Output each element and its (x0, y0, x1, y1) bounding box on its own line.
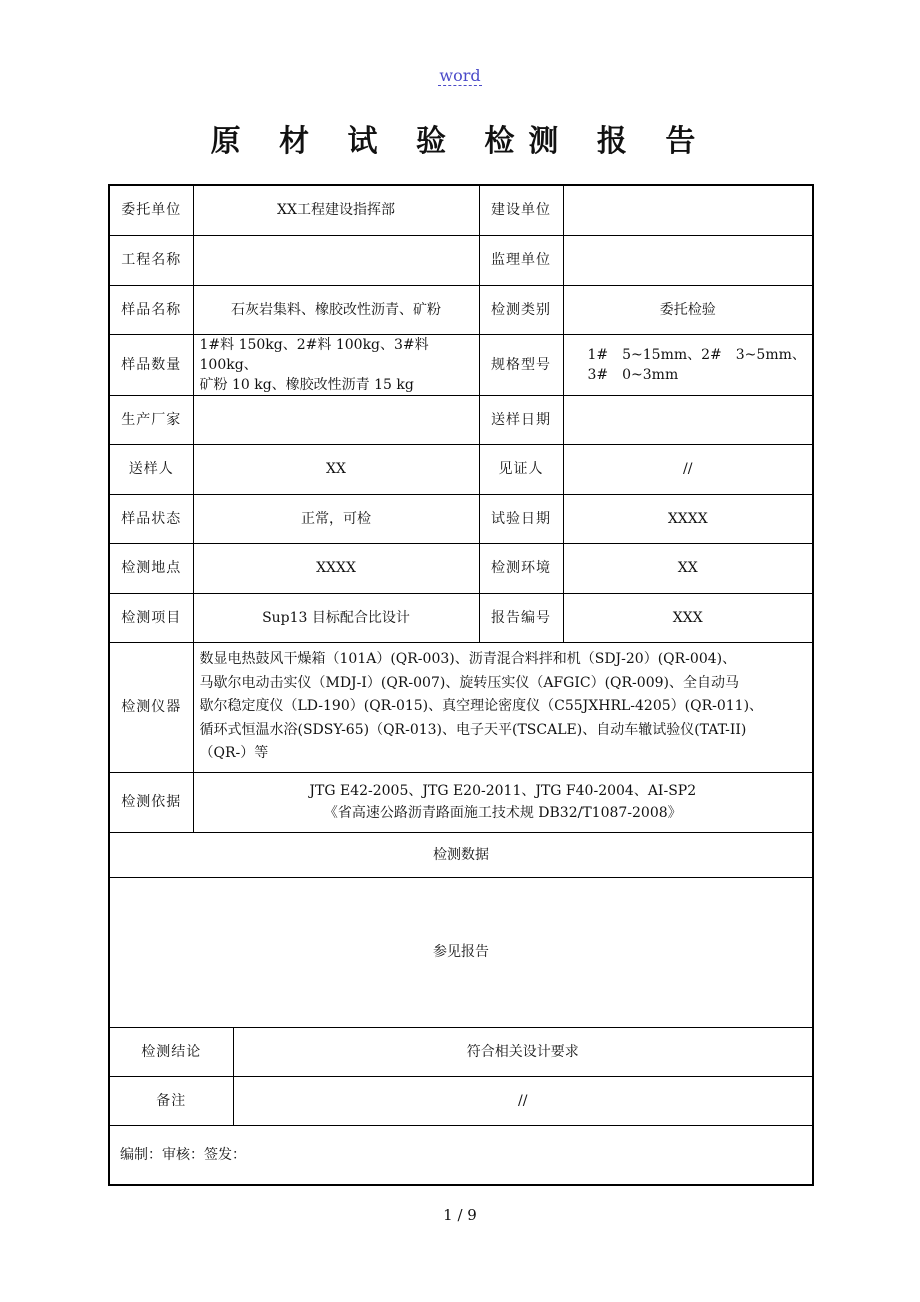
sample-quantity-line2: 矿粉 10 kg、橡胶改性沥青 15 kg (199, 376, 414, 393)
instruments-line: （QR-）等 (199, 745, 269, 762)
instruments-line: 数显电热鼓风干燥箱（101A）(QR-003)、沥青混合料拌和机（SDJ-20）(QR-004)、 (199, 651, 737, 668)
basis-line1: JTG E42-2005、JTG E20-2011、JTG F40-2004、AI-SP2 (309, 783, 697, 799)
value-sender: XX (193, 444, 479, 494)
value-sample-state: 正常，可检 (193, 494, 479, 543)
row-manufacturer (109, 395, 813, 444)
row-test-item (109, 593, 813, 642)
label-sample-state: 样品状态 (109, 494, 193, 543)
row-remarks (109, 1076, 813, 1125)
label-spec-model: 规格型号 (479, 334, 563, 395)
label-project-name: 工程名称 (109, 235, 193, 285)
label-witness: 见证人 (479, 444, 563, 494)
page-number: 1 / 9 (443, 1206, 477, 1224)
label-delivery-date: 送样日期 (479, 395, 563, 444)
value-instruments (193, 642, 813, 772)
label-test-date: 试验日期 (479, 494, 563, 543)
value-delivery-date (563, 395, 813, 444)
value-project-name (193, 235, 479, 285)
instruments-line: 循环式恒温水浴(SDSY-65)（QR-013)、电子天平(TSCALE)、自动车辙试验仪(TAT-II) (199, 721, 747, 738)
label-supervision-unit: 监理单位 (479, 235, 563, 285)
value-sample-name: 石灰岩集料、橡胶改性沥青、矿粉 (193, 285, 479, 334)
label-basis: 检测依据 (109, 772, 193, 832)
label-sample-quantity: 样品数量 (109, 334, 193, 395)
value-remarks: // (233, 1076, 813, 1125)
value-supervision-unit (563, 235, 813, 285)
row-test-location (109, 543, 813, 593)
signature-line: 编制：审核：签发： (109, 1125, 813, 1185)
label-test-item: 检测项目 (109, 593, 193, 642)
basis-line2: 《省高速公路沥青路面施工技术规 DB32/T1087-2008》 (323, 805, 682, 821)
value-conclusion: 符合相关设计要求 (233, 1027, 813, 1076)
label-manufacturer: 生产厂家 (109, 395, 193, 444)
label-sample-name: 样品名称 (109, 285, 193, 334)
value-basis (193, 772, 813, 832)
row-data-content (109, 877, 813, 1027)
label-remarks: 备注 (109, 1076, 233, 1125)
instruments-line: 马歇尔电动击实仪（MDJ-I）(QR-007)、旋转压实仪（AFGIC）(QR-009)、全自动马 (199, 674, 739, 691)
label-conclusion: 检测结论 (109, 1027, 233, 1076)
report-table (108, 184, 814, 1186)
label-construction-unit: 建设单位 (479, 185, 563, 235)
value-witness: // (563, 444, 813, 494)
label-sender: 送样人 (109, 444, 193, 494)
value-test-date: XXXX (563, 494, 813, 543)
label-instruments: 检测仪器 (109, 642, 193, 772)
label-test-environment: 检测环境 (479, 543, 563, 593)
row-data-title (109, 832, 813, 877)
row-instruments (109, 642, 813, 772)
report-title: 原 材 试 验 检测 报 告 (210, 124, 710, 159)
value-test-environment: XX (563, 543, 813, 593)
value-test-item: Sup13 目标配合比设计 (193, 593, 479, 642)
header-word-link[interactable]: word (439, 66, 481, 85)
spec-model-line2: 3# 0~3mm (587, 366, 679, 383)
value-test-location: XXXX (193, 543, 479, 593)
row-client (109, 185, 813, 235)
row-sample-state (109, 494, 813, 543)
value-spec-model (563, 334, 813, 395)
value-construction-unit (563, 185, 813, 235)
test-data-title: 检测数据 (109, 832, 813, 877)
label-test-category: 检测类别 (479, 285, 563, 334)
row-sample-quantity (109, 334, 813, 395)
spec-model-line1: 1# 5~15mm、2# 3~5mm、 (587, 346, 806, 363)
value-manufacturer (193, 395, 479, 444)
row-conclusion (109, 1027, 813, 1076)
value-client-unit: XX工程建设指挥部 (193, 185, 479, 235)
value-test-category: 委托检验 (563, 285, 813, 334)
row-signature (109, 1125, 813, 1185)
sample-quantity-line1: 1#料 150kg、2#料 100kg、3#料 100kg、 (199, 336, 429, 373)
row-basis (109, 772, 813, 832)
row-sender (109, 444, 813, 494)
value-report-number: XXX (563, 593, 813, 642)
label-report-number: 报告编号 (479, 593, 563, 642)
row-sample-name (109, 285, 813, 334)
instruments-line: 歇尔稳定度仪（LD-190）(QR-015)、真空理论密度仪（C55JXHRL-4205）(QR-011)、 (199, 698, 764, 715)
label-client-unit: 委托单位 (109, 185, 193, 235)
label-test-location: 检测地点 (109, 543, 193, 593)
test-data-content: 参见报告 (109, 877, 813, 1027)
value-sample-quantity (193, 334, 479, 395)
row-project (109, 235, 813, 285)
